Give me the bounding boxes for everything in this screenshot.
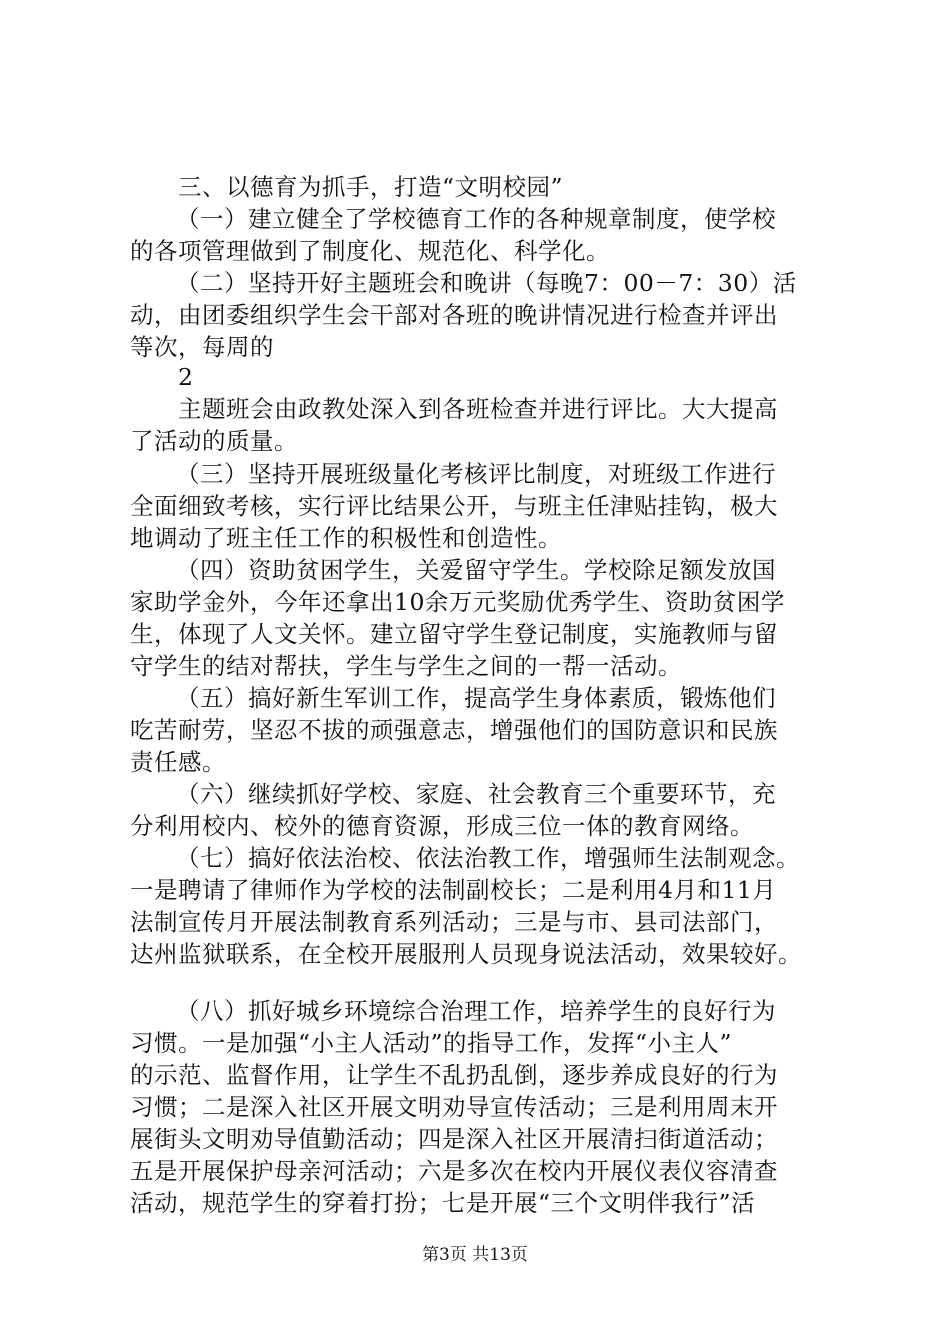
paragraph-line: （六）继续抓好学校、家庭、社会教育三个重要环节，充 bbox=[176, 780, 776, 808]
paragraph-line: 展街头文明劝导值勤活动；四是深入社区开展清扫街道活动； bbox=[130, 1125, 778, 1153]
paragraph-line: 家助学金外，今年还拿出10余万元奖励优秀学生、资助贫困学 bbox=[130, 588, 785, 616]
paragraph-line: （五）搞好新生军训工作，提高学生身体素质，锻炼他们 bbox=[176, 684, 776, 712]
paragraph-line: 一是聘请了律师作为学校的法制副校长；二是利用4月和11月 bbox=[130, 876, 777, 904]
paragraph-line: 的各项管理做到了制度化、规范化、科学化。 bbox=[130, 237, 610, 265]
paragraph-line: 等次，每周的 bbox=[130, 333, 274, 361]
paragraph-line: 五是开展保护母亲河活动；六是多次在校内开展仪表仪容清查 bbox=[130, 1157, 778, 1185]
paragraph-line: 法制宣传月开展法制教育系列活动；三是与市、县司法部门， bbox=[130, 908, 778, 936]
paragraph-line: （三）坚持开展班级量化考核评比制度，对班级工作进行 bbox=[176, 460, 776, 488]
paragraph-line: 全面细致考核，实行评比结果公开，与班主任津贴挂钩，极大 bbox=[130, 492, 778, 520]
section-heading: 三、以德育为抓手，打造“文明校园” bbox=[178, 173, 564, 201]
paragraph-line: 活动，规范学生的穿着打扮；七是开展“三个文明伴我行”活 bbox=[130, 1189, 756, 1217]
paragraph-line: 地调动了班主任工作的积极性和创造性。 bbox=[130, 524, 562, 552]
paragraph-line: 分利用校内、校外的德育资源，形成三位一体的教育网络。 bbox=[130, 812, 754, 840]
paragraph-line: （八）抓好城乡环境综合治理工作，培养学生的良好行为 bbox=[176, 997, 776, 1025]
paragraph-line: 习惯；二是深入社区开展文明劝导宣传活动；三是利用周末开 bbox=[130, 1093, 778, 1121]
paragraph-line: 主题班会由政教处深入到各班检查并进行评比。大大提高 bbox=[178, 395, 778, 423]
paragraph-line: 达州监狱联系，在全校开展服刑人员现身说法活动，效果较好。 bbox=[130, 940, 802, 968]
paragraph-line: 习惯。一是加强“小主人活动”的指导工作，发挥“小主人” bbox=[130, 1029, 733, 1057]
paragraph-line: 责任感。 bbox=[130, 748, 226, 776]
paragraph-line: 动，由团委组织学生会干部对各班的晚讲情况进行检查并评出 bbox=[130, 301, 778, 329]
paragraph-line: （四）资助贫困学生，关爱留守学生。学校除足额发放国 bbox=[176, 556, 776, 584]
paragraph-line: 了活动的质量。 bbox=[130, 427, 298, 455]
paragraph-line: 的示范、监督作用，让学生不乱扔乱倒，逐步养成良好的行为 bbox=[130, 1061, 778, 1089]
paragraph-line: （七）搞好依法治校、依法治教工作，增强师生法制观念。 bbox=[176, 844, 800, 872]
page-number-marker: 2 bbox=[178, 363, 194, 391]
page-footer: 第3页 共13页 bbox=[422, 1245, 528, 1265]
paragraph-line: （二）坚持开好主题班会和晚讲（每晚7：00－7：30）活 bbox=[176, 269, 797, 297]
paragraph-line: （一）建立健全了学校德育工作的各种规章制度，使学校 bbox=[176, 205, 776, 233]
paragraph-line: 吃苦耐劳，坚忍不拔的顽强意志，增强他们的国防意识和民族 bbox=[130, 716, 778, 744]
paragraph-line: 守学生的结对帮扶，学生与学生之间的一帮一活动。 bbox=[130, 652, 682, 680]
paragraph-line: 生，体现了人文关怀。建立留守学生登记制度，实施教师与留 bbox=[130, 620, 778, 648]
